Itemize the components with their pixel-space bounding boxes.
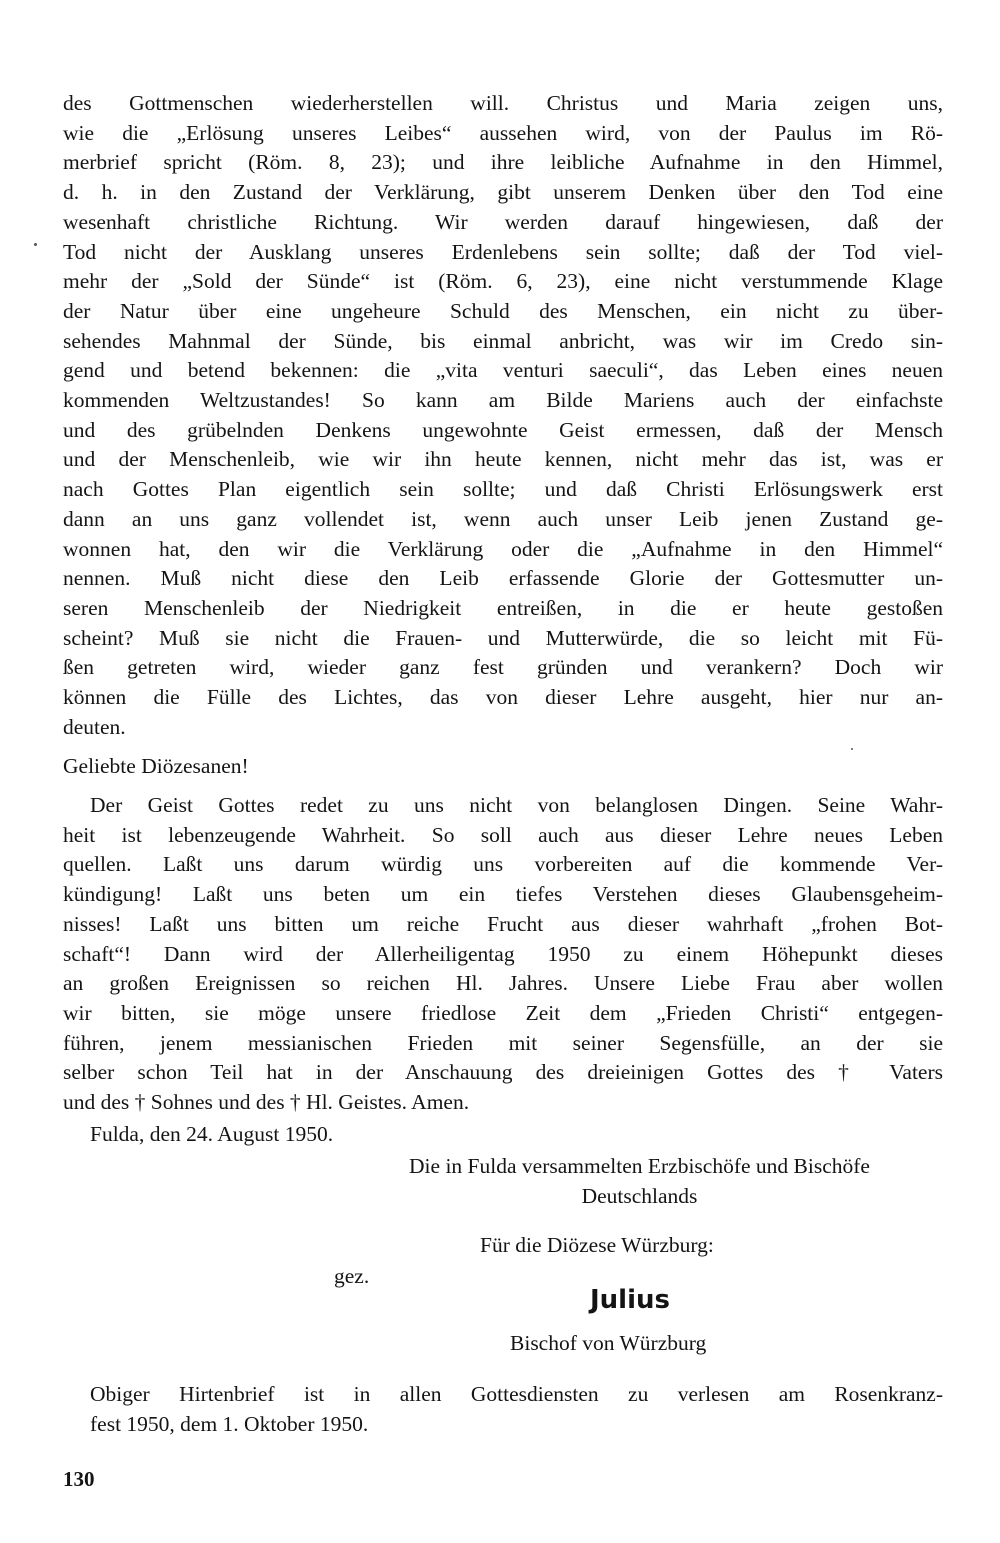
scan-speck — [851, 748, 853, 750]
text-line: können die Fülle des Lichtes, das von dieser Lehre ausgeht, hier nur an- — [63, 685, 943, 710]
text-line: nisses! Laßt uns bitten um reiche Frucht aus dieser wahrhaft „frohen Bot- — [63, 911, 943, 936]
body-paragraph-2 — [63, 791, 943, 1118]
closing-note — [90, 1380, 943, 1439]
dateline: Fulda, den 24. August 1950. — [90, 1122, 334, 1146]
signers-block — [334, 1152, 945, 1211]
text-line: der Natur über eine ungeheure Schuld des Menschen, ein nicht zu über- — [63, 298, 943, 323]
text-line: wesenhaft christliche Richtung. Wir werden darauf hingewiesen, daß der — [63, 209, 943, 234]
text-line: und des † Sohnes und des † Hl. Geistes. Amen. — [63, 1090, 470, 1115]
text-line: an großen Ereignissen so reichen Hl. Jahres. Unsere Liebe Frau aber wollen — [63, 971, 943, 996]
text-line: schaft“! Dann wird der Allerheiligentag 1950 zu einem Höhepunkt dieses — [63, 941, 943, 966]
signers-line: Deutschlands — [581, 1183, 698, 1208]
text-line: kündigung! Laßt uns beten um ein tiefes Verstehen dieses Glaubensgeheim- — [63, 882, 943, 907]
text-line: Tod nicht der Ausklang unseres Erdenlebens sein sollte; daß der Tod viel- — [63, 239, 943, 264]
text-line: wir bitten, sie möge unsere friedlose Zeit dem „Frieden Christi“ entgegen- — [63, 1000, 943, 1025]
text-line: nennen. Muß nicht diese den Leib erfassende Glorie der Gottesmutter un- — [63, 566, 943, 591]
page-number: 130 — [63, 1467, 95, 1491]
text-line: und des grübelnden Denkens ungewohnte Geist ermessen, daß der Mensch — [63, 417, 943, 442]
text-line: Obiger Hirtenbrief ist in allen Gottesdiensten zu verlesen am Rosenkranz- — [90, 1382, 943, 1406]
text-line: Der Geist Gottes redet zu uns nicht von belanglosen Dingen. Seine Wahr- — [90, 793, 943, 817]
text-line: führen, jenem messianischen Frieden mit seiner Segensfülle, an der sie — [63, 1030, 943, 1055]
signature-name: Julius — [590, 1285, 670, 1315]
text-line: kommenden Weltzustandes! So kann am Bilde Mariens auch der einfachste — [63, 388, 943, 413]
text-line: mehr der „Sold der Sünde“ ist (Röm. 6, 23), eine nicht verstummende Klage — [63, 269, 943, 294]
text-line: gend und betend bekennen: die „vita venturi saeculi“, das Leben eines neuen — [63, 358, 943, 383]
scan-speck — [34, 243, 37, 246]
text-line: sehendes Mahnmal der Sünde, bis einmal anbricht, was wir im Credo sin- — [63, 328, 943, 353]
text-line: des Gottmenschen wiederherstellen will. Christus und Maria zeigen uns, — [63, 91, 943, 115]
text-line: nach Gottes Plan eigentlich sein sollte; und daß Christi Erlösungswerk erst — [63, 477, 943, 502]
signature-title: Bischof von Würzburg — [510, 1331, 707, 1355]
text-line: ßen getreten wird, wieder ganz fest gründen und verankern? Doch wir — [63, 655, 943, 680]
salutation: Geliebte Diözesanen! — [63, 754, 249, 778]
text-line: wie die „Erlösung unseres Leibes“ aussehen wird, von der Paulus im Rö- — [63, 120, 943, 145]
text-line: und der Menschenleib, wie wir ihn heute kennen, nicht mehr das ist, was er — [63, 447, 943, 472]
text-line: scheint? Muß sie nicht die Frauen- und Mutterwürde, die so leicht mit Fü- — [63, 625, 943, 650]
text-line: wonnen hat, den wir die Verklärung oder die „Aufnahme in den Himmel“ — [63, 536, 943, 561]
text-line: dann an uns ganz vollendet ist, wenn auch unser Leib jenen Zustand ge- — [63, 506, 943, 531]
text-line: d. h. in den Zustand der Verklärung, gibt unserem Denken über den Tod eine — [63, 180, 943, 205]
signers-line: Die in Fulda versammelten Erzbischöfe und Bischöfe — [409, 1154, 870, 1178]
body-paragraph-1 — [63, 89, 943, 742]
text-line: quellen. Laßt uns darum würdig uns vorbereiten auf die kommende Ver- — [63, 852, 943, 877]
text-line: fest 1950, dem 1. Oktober 1950. — [90, 1411, 369, 1436]
text-line: merbrief spricht (Röm. 8, 23); und ihre leibliche Aufnahme in den Himmel, — [63, 150, 943, 175]
diocese-line: Für die Diözese Würzburg: — [480, 1233, 714, 1257]
text-line: seren Menschenleib der Niedrigkeit entreißen, in die er heute gestoßen — [63, 595, 943, 620]
text-line: heit ist lebenzeugende Wahrheit. So soll auch aus dieser Lehre neues Leben — [63, 822, 943, 847]
text-line: deuten. — [63, 714, 126, 739]
text-line: selber schon Teil hat in der Anschauung des dreieinigen Gottes des † Vaters — [63, 1060, 943, 1085]
gez-abbreviation: gez. — [334, 1264, 370, 1288]
